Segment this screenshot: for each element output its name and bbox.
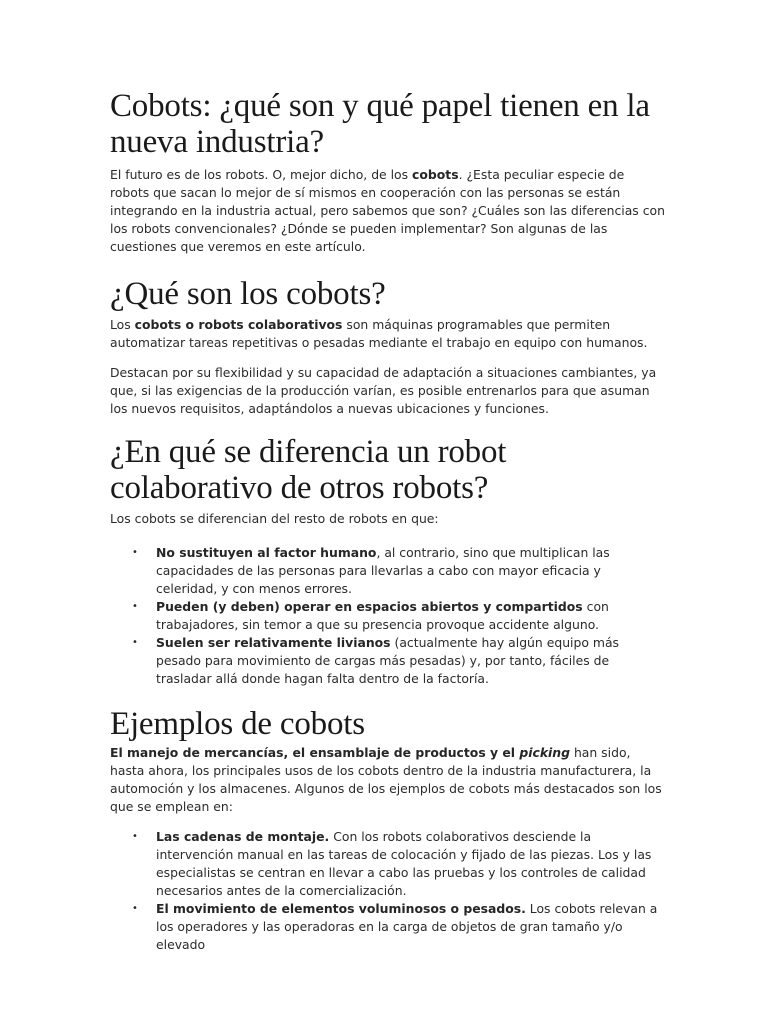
examples-text: han sido, hasta ahora, los principales usos de los cobots dentro de la industria manufacturera, la automoción y los almacenes. Algunos de los ejemplos de cobots más destacados son los que se emplean en:: [110, 745, 662, 814]
differences-list: [110, 544, 666, 688]
section-heading-que-son: ¿Qué son los cobots?: [110, 276, 386, 312]
examples-bold-italic: picking: [519, 745, 570, 760]
list-item-bold: Las cadenas de montaje.: [156, 829, 330, 844]
list-item-bold: No sustituyen al factor humano: [156, 545, 377, 560]
document-page: [110, 88, 666, 954]
bullet-icon: •: [132, 547, 138, 558]
intro-bold-cobots: cobots: [412, 167, 459, 182]
list-item-text: Con los robots colaborativos desciende la intervención manual en las tareas de colocación y fijado de las piezas. Los y las especialistas se centran en llevar a cabo las pruebas y los controles de calidad necesarios antes de la comercialización.: [156, 829, 652, 898]
list-item-bold: Suelen ser relativamente livianos: [156, 635, 391, 650]
definition-paragraph: [110, 316, 666, 352]
intro-text-1: El futuro es de los robots. O, mejor dicho, de los: [110, 167, 413, 182]
bullet-icon: •: [132, 601, 138, 612]
list-item: [110, 598, 666, 634]
list-item-bold: Pueden (y deben) operar en espacios abiertos y compartidos: [156, 599, 583, 614]
bullet-icon: •: [132, 903, 138, 914]
definition-text-1: Los: [110, 317, 135, 332]
list-item-bold: El movimiento de elementos voluminosos o pesados.: [156, 901, 526, 916]
list-item: [110, 828, 666, 900]
list-item: [110, 634, 666, 688]
list-item-text: Los cobots relevan a los operadores y las operadoras en la carga de objetos de gran tamaño y/o elevado: [156, 901, 658, 952]
intro-text-2: . ¿Esta peculiar especie de robots que sacan lo mejor de sí mismos en cooperación con las personas se están integrando en la industria actual, pero sabemos que son? ¿Cuáles son las diferencias con los robots convencionales? ¿Dónde se pueden implementar? Son algunas de las cuestiones que veremos en este artículo.: [110, 167, 665, 254]
definition-text-2: son máquinas programables que permiten automatizar tareas repetitivas o pesadas mediante el trabajo en equipo con humanos.: [110, 317, 648, 350]
flexibility-paragraph: Destacan por su flexibilidad y su capacidad de adaptación a situaciones cambiantes, ya que, si las exigencias de la producción varían, es posible entrenarlos para que asuman los nuevos requisitos, adaptándolos a nuevas ubicaciones y funciones.: [110, 365, 657, 416]
list-item-text: con trabajadores, sin temor a que su presencia provoque accidente alguno.: [156, 599, 609, 632]
list-item: [110, 544, 666, 598]
list-item-text: (actualmente hay algún equipo más pesado para movimiento de cargas más pesadas) y, por tanto, fáciles de trasladar allá donde hagan falta dentro de la factoría.: [156, 635, 619, 686]
section-heading-diferencias: ¿En qué se diferencia un robot colaborativo de otros robots?: [110, 434, 507, 506]
section-heading-ejemplos: Ejemplos de cobots: [110, 706, 365, 742]
article-title: Cobots: ¿qué son y qué papel tienen en la nueva industria?: [110, 88, 650, 160]
differences-intro: Los cobots se diferencian del resto de robots en que:: [110, 511, 439, 526]
examples-list: [110, 828, 666, 954]
bullet-icon: •: [132, 637, 138, 648]
examples-paragraph: [110, 744, 666, 816]
intro-paragraph: [110, 166, 666, 256]
definition-bold: cobots o robots colaborativos: [134, 317, 343, 332]
examples-bold: El manejo de mercancías, el ensamblaje de productos y el: [110, 745, 520, 760]
list-item-text: , al contrario, sino que multiplican las capacidades de las personas para llevarlas a cabo con mayor eficacia y celeridad, y con menos errores.: [156, 545, 610, 596]
bullet-icon: •: [132, 831, 138, 842]
list-item: [110, 900, 666, 954]
